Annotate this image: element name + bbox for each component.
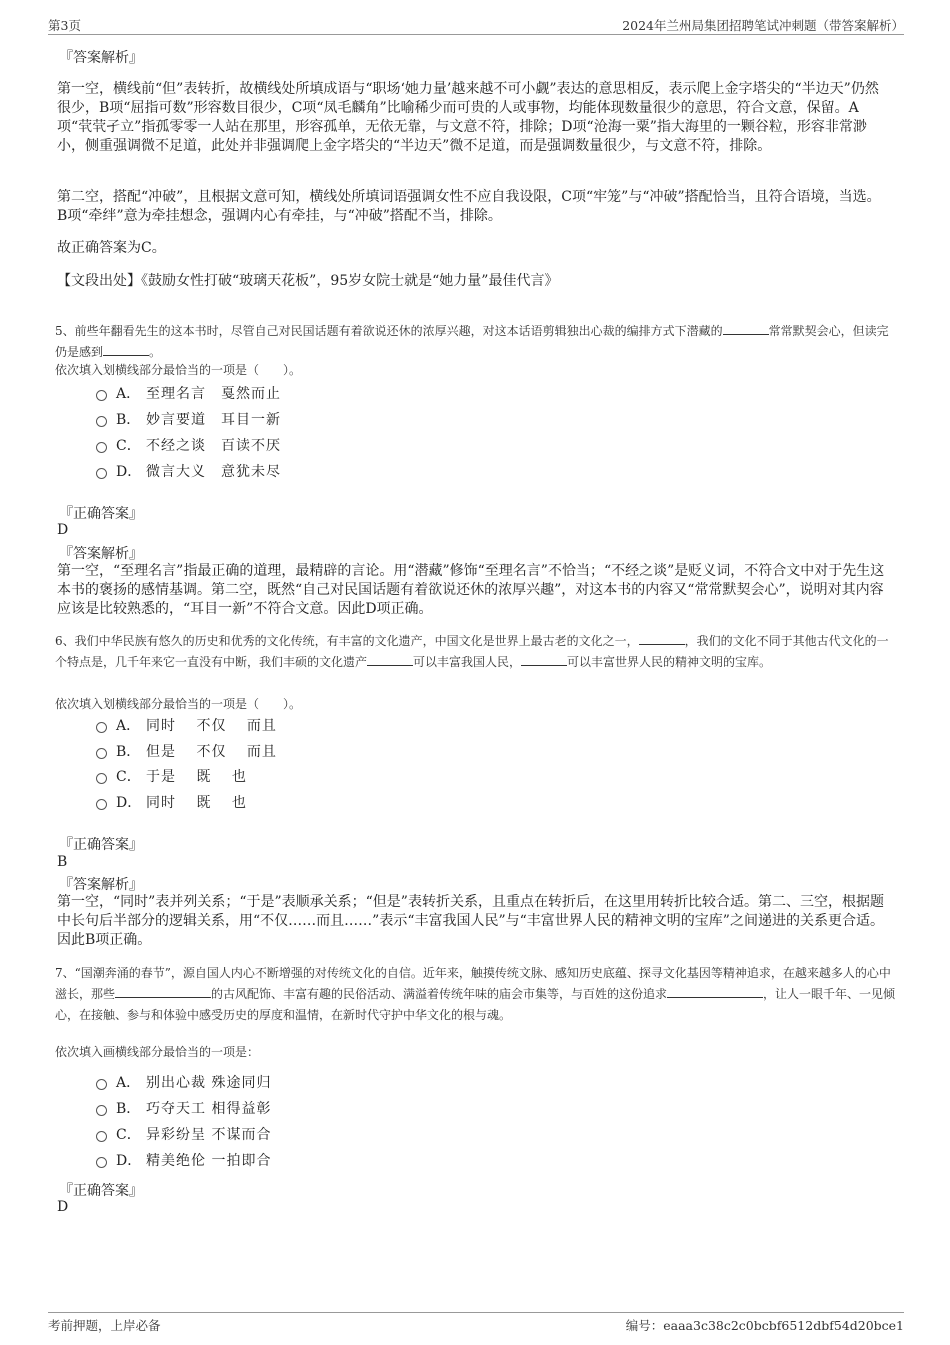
radio-icon[interactable] [96, 1105, 107, 1116]
q6-correct-label: 『正确答案』 [59, 837, 143, 853]
q5-analysis: 第一空，“至理名言”指最正确的道理，最精辟的言论。用“潜藏”修饰“至理名言”不恰当；“不经之谈”是贬义词，不符合文中对于先生这本书的褒扬的感情基调。第二空，既然“自己对民国话题有着欲说还休的浓厚兴趣”，对这本书的内容又“常常默契会心”，说明对其内容应该是比较熟悉的，“耳目一新”不符合文意。因此D项正确。 [57, 563, 885, 617]
radio-icon[interactable] [96, 442, 107, 453]
q5-analysis-label: 『答案解析』 [59, 546, 143, 562]
q6-answer: B [57, 854, 68, 870]
q7-answer: D [57, 1199, 69, 1215]
footer-slogan: 考前押题，上岸必备 [48, 1318, 161, 1333]
q4-analysis-para1: 第一空，横线前“但”表转折，故横线处所填成语与“职场‘她力量’越来越不可小觑”表达的意思相反，表示爬上金字塔尖的“半边天”仍然很少，B项“屈指可数”形容数目很少，C项“凤毛麟角”比喻稀少而可贵的人或事物，均能体现数量很少的意思，符合文意，保留。A项“茕茕孑立”指孤零零一人站在那里，形容孤单，无依无靠，与文意不符，排除；D项“沧海一粟”指大海里的一颗谷粒，形容非常渺小，侧重强调微不足道，此处并非强调爬上金字塔尖的“半边天”微不足道，而是强调数量很少，与文意不符，排除。 [57, 81, 879, 154]
radio-icon[interactable] [96, 1157, 107, 1168]
q5-answer: D [57, 522, 69, 538]
radio-icon[interactable] [96, 799, 107, 810]
radio-icon[interactable] [96, 468, 107, 479]
q4-analysis-label: 『答案解析』 [59, 50, 143, 66]
document-code: 编号：eaaa3c38c2c0bcbf6512dbf54d20bce1 [625, 1318, 904, 1333]
q6-option-b[interactable]: B． 但是 不仅 而且 [96, 742, 277, 762]
q7-option-a[interactable]: A． 别出心裁 殊途同归 [96, 1073, 271, 1093]
q5-stem: 5、前些年翻看先生的这本书时，尽管自己对民国话题有着欲说还休的浓厚兴趣，对这本话语剪辑独出心裁的编排方式下潜藏的 常常默契会心，但读完仍是感到 。 [55, 324, 889, 359]
q7-option-c[interactable]: C． 异彩纷呈 不谋而合 [96, 1125, 271, 1145]
q6-option-c[interactable]: C． 于是 既 也 [96, 767, 247, 787]
page-header [48, 14, 904, 35]
q7-correct-label: 『正确答案』 [59, 1183, 143, 1199]
q6-analysis-label: 『答案解析』 [59, 877, 143, 893]
q6-analysis: 第一空，“同时”表并列关系；“于是”表顺承关系；“但是”表转折关系，且重点在转折后，在这里用转折比较合适。第二、三空，根据题中长句后半部分的逻辑关系，用“不仅……而且……”表示“丰富我国人民”与“丰富世界人民的精神文明的宝库”之间递进的关系更合适。因此B项正确。 [57, 894, 884, 948]
radio-icon[interactable] [96, 748, 107, 759]
q7-stem: 7、“国潮奔涌的春节”，源自国人内心不断增强的对传统文化的自信。近年来，触摸传统文脉、感知历史底蕴、探寻文化基因等精神追求，在越来越多人的心中滋长，那些 的古风配饰、丰富有趣的民俗活动、满溢着传统年味的庙会市集等，与百姓的这份追求 ，让人一眼千年、一见倾心，在接触、参与和体验中感受历史的厚度和温情，在新时代守护中华文化的根与魂。 [55, 966, 896, 1022]
q4-answer-summary: 故正确答案为C。 [57, 240, 166, 256]
q6-option-d[interactable]: D． 同时 既 也 [96, 793, 247, 813]
q6-prompt: 依次填入划横线部分最恰当的一项是（ ）。 [55, 697, 302, 711]
document-title: 2024年兰州局集团招聘笔试冲刺题（带答案解析） [622, 18, 904, 33]
q4-source: 【文段出处】《鼓励女性打破“玻璃天花板”，95岁女院士就是“她力量”最佳代言》 [57, 273, 559, 289]
q5-option-d[interactable]: D． 微言大义 意犹未尽 [96, 462, 281, 482]
radio-icon[interactable] [96, 1131, 107, 1142]
q5-option-b[interactable]: B． 妙言要道 耳目一新 [96, 410, 281, 430]
page-footer [48, 1312, 904, 1335]
radio-icon[interactable] [96, 722, 107, 733]
radio-icon[interactable] [96, 773, 107, 784]
q5-option-a[interactable]: A． 至理名言 戛然而止 [96, 384, 281, 404]
q7-option-b[interactable]: B． 巧夺天工 相得益彰 [96, 1099, 271, 1119]
q5-correct-label: 『正确答案』 [59, 506, 143, 522]
q5-option-c[interactable]: C． 不经之谈 百读不厌 [96, 436, 281, 456]
q4-analysis-para2: 第二空，搭配“冲破”，且根据文意可知，横线处所填词语强调女性不应自我设限，C项“牢笼”与“冲破”搭配恰当，且符合语境，当选。B项“牵绊”意为牵挂想念，强调内心有牵挂，与“冲破”搭配不当，排除。 [57, 189, 881, 224]
radio-icon[interactable] [96, 416, 107, 427]
q7-prompt: 依次填入画横线部分最恰当的一项是： [55, 1045, 260, 1059]
page-number: 第3页 [48, 18, 81, 33]
radio-icon[interactable] [96, 1079, 107, 1090]
q7-option-d[interactable]: D． 精美绝伦 一拍即合 [96, 1151, 271, 1171]
q6-option-a[interactable]: A． 同时 不仅 而且 [96, 716, 277, 736]
q6-stem: 6、我们中华民族有悠久的历史和优秀的文化传统，有丰富的文化遗产，中国文化是世界上最古老的文化之一， ，我们的文化不同于其他古代文化的一个特点是，几千年来它一直没有中断，我们丰硕的文化遗产 可以丰富我国人民， 可以丰富世界人民的精神文明的宝库。 [55, 634, 889, 669]
q5-prompt: 依次填入划横线部分最恰当的一项是（ ）。 [55, 363, 302, 377]
radio-icon[interactable] [96, 390, 107, 401]
